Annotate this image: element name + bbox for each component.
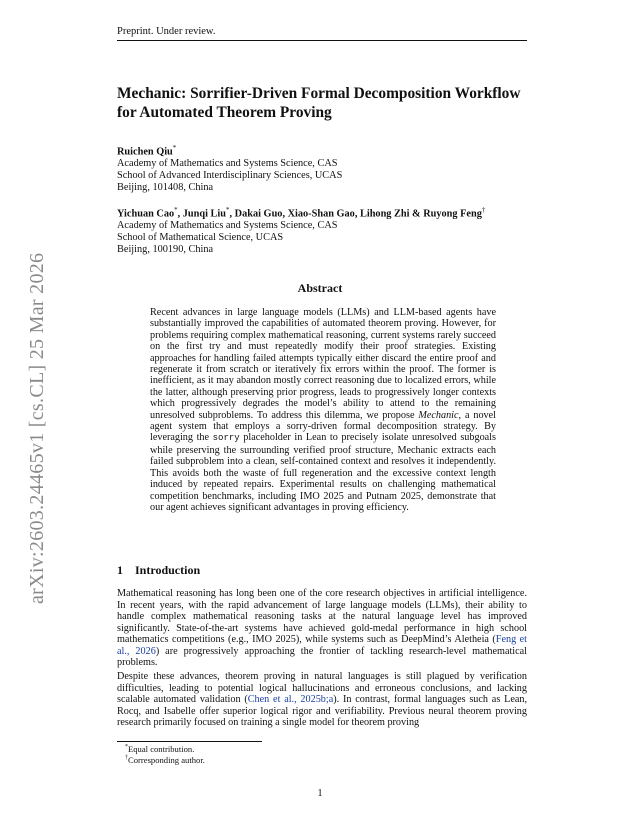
footnote-mark: * — [125, 744, 128, 751]
affiliation-line: Academy of Mathematics and Systems Science, CAS — [117, 220, 338, 232]
paragraph-text: Mathematical reasoning has long been one of the core research objectives in artificial intelligence. In recent years, with the rapid advancement of large language models (LLMs), their ability to handle complex mathematical reasoning tasks at the natural language level has improved significantly. State-of-the-art systems have achieved gold-medal performance in high school mathematics competitions (e.g., IMO 2025), while systems such as DeepMind’s Aletheia ( — [117, 588, 527, 645]
author-separator: , — [177, 208, 183, 220]
affiliation-line: School of Advanced Interdisciplinary Sciences, UCAS — [117, 170, 343, 182]
affiliation-line: Beijing, 101408, China — [117, 182, 214, 194]
affiliation-line: Beijing, 100190, China — [117, 244, 214, 256]
abstract-body — [150, 307, 496, 513]
author-name: Junqi Liu — [182, 208, 227, 220]
footnote — [125, 755, 205, 765]
abstract-text: , a novel agent system that employs a sorry-driven formal decomposition strategy. By leveraging the — [150, 409, 496, 444]
footnote-text: Equal contribution. — [128, 744, 195, 754]
section-title: Introduction — [135, 563, 201, 577]
author-names — [117, 204, 485, 220]
equal-contribution-mark: * — [226, 206, 230, 214]
footnote-text: Corresponding author. — [128, 755, 205, 765]
abstract-text: Recent advances in large language models (LLMs) and LLM-based agents have substantially improved the capabilities of automated theorem proving. However, for problems requiring complex mathematical reasoning, current systems rarely succeed on the first try and must repeatedly modify their proof strategies. Existing approaches for handling failed attempts typically either discard the entire proof and regenerate it from scratch or iteratively fix errors within the proof. The former is inefficient, as it may abandon mostly correct reasoning due to localized errors, while the latter, although preserving prior progress, leads to progressively longer contexts which progressively degrades the model’s ability to attend to the remaining unresolved subproblems. To address this dilemma, we propose — [150, 307, 496, 421]
abstract-text: placeholder in Lean to precisely isolate unresolved subgoals while preserving the surrounding verified proof structure, Mechanic extracts each failed subproblem into a clean, self-contained context and resolves it independently. This avoids both the waste of full regeneration and the excessive context length induced by repeated repairs. Experimental results on challenging mathematical competition benchmarks, including IMO 2025 and Putnam 2025, demonstrate that our agent achieves significant advantages in proving efficiency. — [150, 432, 496, 513]
paragraph-text: ) are progressively approaching the frontier of tackling research-level mathematical problems. — [117, 645, 527, 668]
system-name: Mechanic — [418, 409, 459, 421]
footnote-mark: † — [125, 755, 128, 762]
paragraph-text: ). In contrast, formal languages such as Lean, Rocq, and Isabelle offer superior logical rigor and verifiability. Previous neural theorem proving research primarily focused on training a single model for theorem proving — [117, 694, 527, 728]
author-name: Ruichen Qiu — [117, 146, 173, 158]
author-block-1 — [117, 142, 342, 194]
intro-paragraph-2 — [117, 671, 527, 729]
affiliation-line: School of Mathematical Science, UCAS — [117, 232, 284, 244]
citation-link[interactable]: Feng et al., 2026 — [117, 634, 527, 657]
citation-link[interactable]: Chen et al., 2025b;a — [247, 694, 334, 705]
header-rule — [117, 40, 527, 41]
equal-contribution-mark: * — [174, 206, 178, 214]
code-keyword: sorry — [212, 433, 240, 444]
abstract-heading: Abstract — [297, 281, 343, 295]
section-number: 1 — [117, 563, 123, 577]
affiliation-line: Academy of Mathematics and Systems Science, CAS — [117, 158, 338, 170]
arxiv-stamp: arXiv:2603.24465v1 [cs.CL] 25 Mar 2026 — [26, 252, 48, 604]
paragraph-text: Despite these advances, theorem proving in natural languages is still plagued by verification difficulties, leading to potential logical hallucinations and erroneous conclusions, and lacking scalable automated validation ( — [117, 671, 527, 705]
footnote-rule — [117, 741, 262, 742]
author-name: Yichuan Cao — [117, 208, 175, 220]
author-block-2 — [117, 204, 485, 256]
footnote — [125, 744, 194, 754]
equal-contribution-mark: * — [172, 144, 177, 152]
running-header: Preprint. Under review. — [117, 26, 216, 37]
section-heading — [117, 563, 200, 578]
author-names — [117, 142, 342, 158]
paper-title: Mechanic: Sorrifier-Driven Formal Decomposition Workflow for Automated Theorem Proving — [117, 85, 521, 121]
corresponding-author-mark: † — [481, 206, 486, 214]
intro-paragraph-1 — [117, 588, 527, 669]
author-names-rest: , Dakai Guo, Xiao-Shan Gao, Lihong Zhi & Ruyong Feng — [229, 208, 482, 220]
page-number: 1 — [317, 788, 323, 799]
